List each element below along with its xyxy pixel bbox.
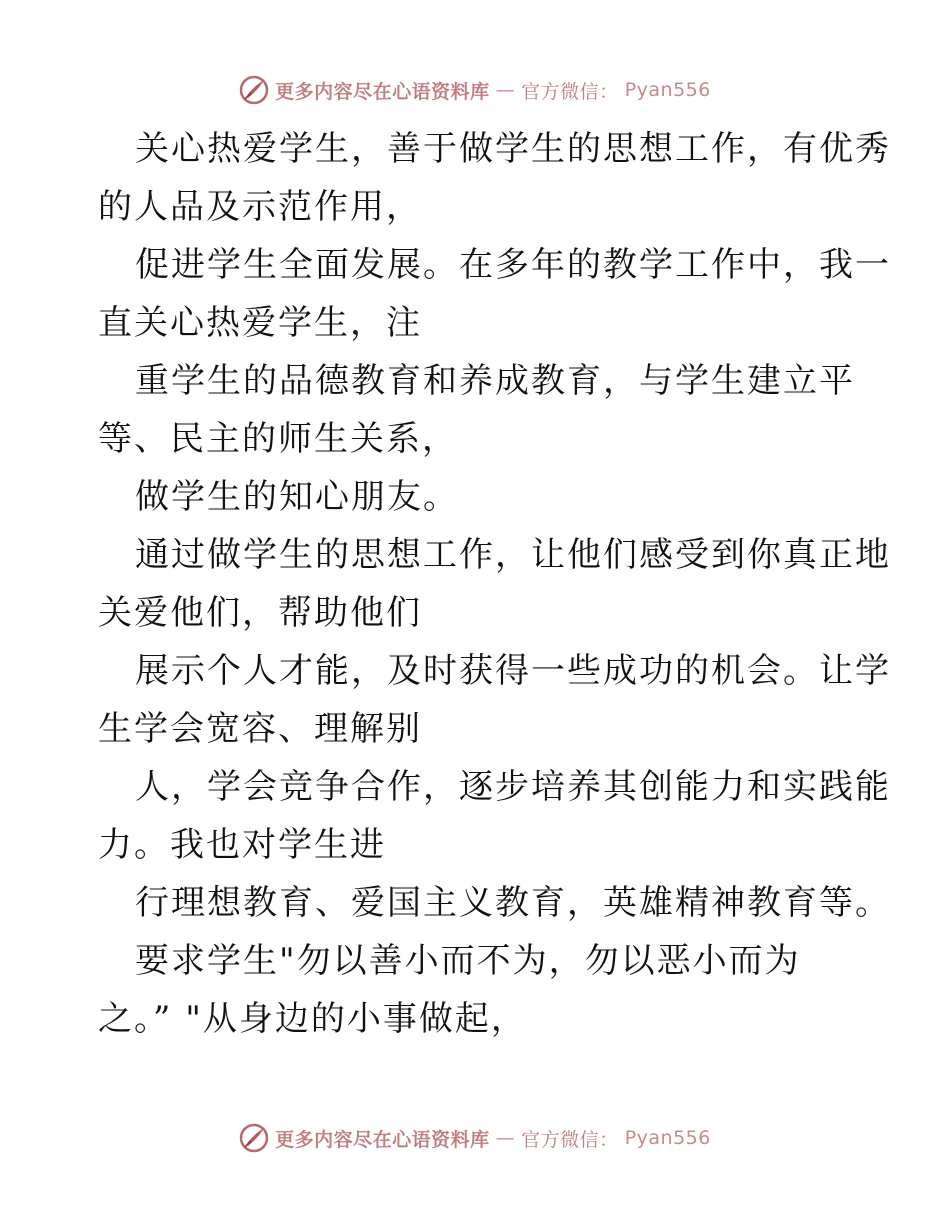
watermark-main-text: 更多内容尽在心语资料库 [275, 1128, 490, 1151]
text-line: 通过做学生的思想工作，让他们感受到你真正地 [135, 535, 891, 575]
text-line: 关爱他们，帮助他们 [98, 593, 422, 633]
text-line: 行理想教育、爱国主义教育，英雄精神教育等。 [135, 883, 891, 923]
header-watermark [0, 70, 950, 110]
text-line: 关心热爱学生，善于做学生的思想工作，有优秀 [135, 129, 891, 169]
text-line: 力。我也对学生进 [98, 825, 386, 865]
watermark-main-text: 更多内容尽在心语资料库 [275, 80, 490, 103]
text-line: 的人品及示范作用， [98, 187, 422, 227]
text-line: 生学会宽容、理解别 [98, 709, 422, 749]
text-line: 直关心热爱学生，注 [98, 303, 422, 343]
text-line: 重学生的品德教育和养成教育，与学生建立平 [135, 361, 855, 401]
quill-pen-logo-icon [239, 1123, 269, 1153]
watermark-wechat-label: 官方微信： [521, 1128, 619, 1151]
text-line: 要求学生"勿以善小而不为，勿以恶小而为 [135, 941, 801, 981]
watermark-separator: — [495, 1127, 516, 1149]
watermark-wechat-label: 官方微信： [521, 80, 619, 103]
text-line: 等、民主的师生关系， [98, 419, 458, 459]
text-line: 人，学会竞争合作，逐步培养其创能力和实践能 [135, 767, 891, 807]
text-line: 展示个人才能，及时获得一些成功的机会。让学 [135, 651, 891, 691]
watermark-banner [239, 1123, 711, 1153]
watermark-wechat-id: Pyan556 [624, 1127, 711, 1149]
document-body [98, 120, 891, 1048]
watermark-wechat-id: Pyan556 [624, 79, 711, 101]
text-line: 促进学生全面发展。在多年的教学工作中，我一 [135, 245, 891, 285]
footer-watermark [0, 1118, 950, 1158]
text-line: 之。” "从身边的小事做起， [98, 999, 527, 1039]
text-line: 做学生的知心朋友。 [135, 477, 459, 517]
quill-pen-logo-icon [239, 75, 269, 105]
watermark-separator: — [495, 79, 516, 101]
watermark-banner [239, 75, 711, 105]
